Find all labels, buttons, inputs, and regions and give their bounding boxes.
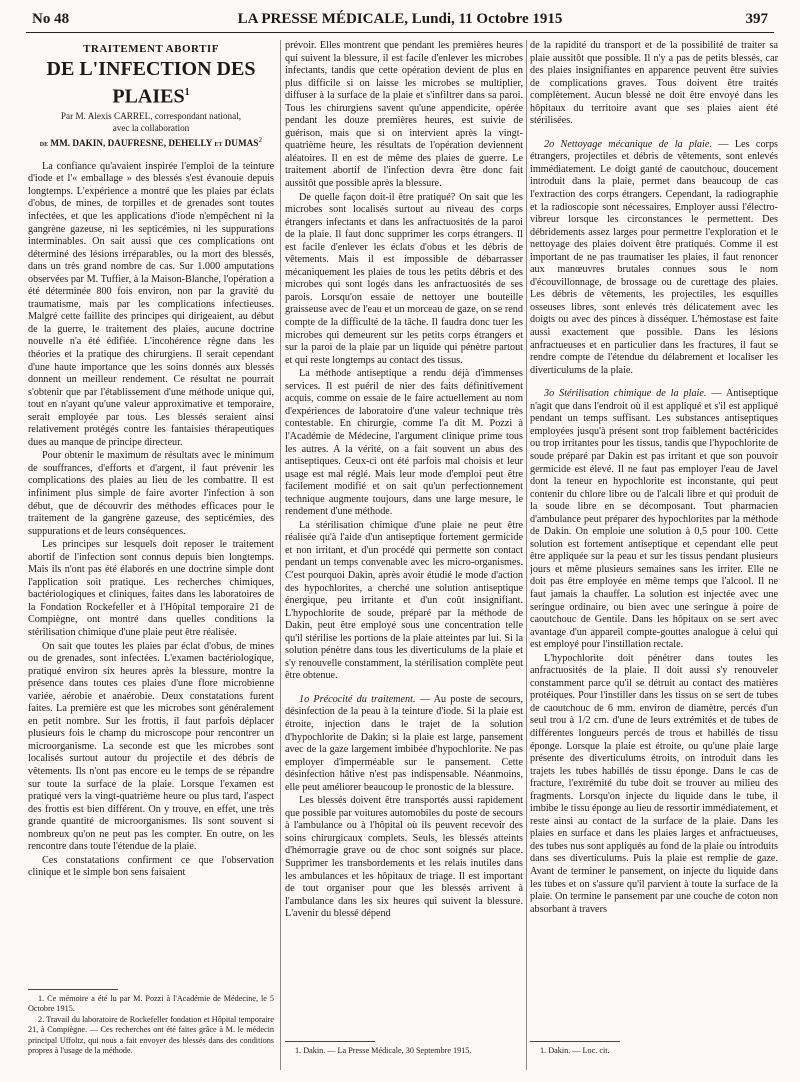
section-text: — Antiseptique n'agit que dans l'endroit où il est appliqué et s'il est appliqué pendant un temps suffisant. Les substances antiseptiques employées jusqu'à présent sont trop faiblement bactéricides ou trop irritantes pour les tissus, tandis que l'hypochlorite de soude préparé par Dakin est pas irritant et que son pouvoir germicide est élevé. Il ne faut pas employer l'eau de Javel dont la teneur en hypochlorite est inconstante, qui peut contenir du chlore libre ou de l'alcali libre et qui produit de la soude libre en se décomposant. Tout pharmacien d'ambulance peut préparer des hypochlorites par la méthode de Dakin. On emploie une solution à 0,5 pour 100. Cette solution est fortement antiseptique et cependant elle peut être appliquée sur la peau et sur les tissus pendant plusieurs jours et même plusieurs semaines sans les irriter. Elle ne doit pas être employée en même temps que l'alcool. Il ne faut jamais la chauffer. La solution est injectée avec une seringue ordinaire, ou bien avec une seringue à poire de caoutchouc de Gentile. Dans les hôpitaux on se sert avec avantage d'un appareil compte-gouttes analogue à celui qui est employé pour l'instillation rectale. — [530, 388, 778, 651]
footnote: 1. Ce mémoire a été lu par M. Pozzi à l'Académie de Médecine, le 5 Octobre 1915. — [28, 993, 274, 1013]
footnote-rule — [530, 1041, 620, 1042]
column-rule-2 — [526, 40, 527, 1070]
section-heading: 3o Stérilisation chimique de la plaie. — [544, 388, 707, 400]
footnote-rule — [28, 989, 118, 990]
paragraph-section-1 — [285, 694, 523, 794]
paragraph: prévoir. Elles montrent que pendant les premières heures qui suivent la blessure, il est facile d'enlever les microbes infectants, tandis que cette opération devient de plus en plus difficile si on laisse les microbes se multiplier, diffuser à la surface de la plaie et s'infiltrer dans sa paroi. Tous les chirurgiens savent qu'une appendicite, opérée pendant les douze premières heures, est suivie de guérison, mais que si on intervient après la vingt-quatrième heure, les résultats de l'opération deviennent aléatoires. Il en est de même des plaies de guerre. Le traitement abortif de l'infection devra être donc fait aussitôt que possible après la blessure. — [285, 40, 523, 190]
footnote: 1. Dakin. — Loc. cit. — [540, 1045, 610, 1055]
article-kicker: TRAITEMENT ABORTIF — [83, 43, 219, 55]
section-text: — Au poste de secours, désinfection de la peau à la teinture d'iode. Si la plaie est étroite, injection dans le trajet de la solution d'hypochlorite de Dakin; si la plaie est large, pansement avec de la gaze largement imbibée d'hypochlorite. Ne pas employer d'imperméable sur le pansement. Cette désinfection hâtive n'est pas indispensable. Néanmoins, elle peut améliorer beaucoup le pronostic de la blessure. — [285, 693, 523, 793]
footnotes-column-1 — [28, 983, 274, 1056]
paragraph: Les blessés doivent être transportés aussi rapidement que possible par voitures automobiles du poste de secours à l'ambulance ou à l'hôpital où ils peuvent recevoir des soins chirurgicaux complets. Seuls, les blessés atteints d'hémorragie grave ou de choc sont soignés sur place. Supprimer les transbordements et les relais inutiles dans les ambulances et les hôpitaux de triage. Il est important de tout organiser pour que les blessés arrivent à l'ambulance dans les six heures qui suivent la blessure. L'avenir du blessé dépend — [285, 795, 523, 920]
column-3 — [530, 40, 778, 1072]
issue-number: No 48 — [32, 11, 70, 27]
paragraph: Pour obtenir le maximum de résultats avec le minimum de souffrances, d'efforts et d'argent, il faut prévenir les complications des plaies au lieu de les combattre. Il est infiniment plus simple de faire avorter l'infection à son début, que de découvrir des méthodes efficaces pour le traitement de la gangrène gazeuse, des septicémies, des suppurations et de leurs conséquences. — [28, 450, 274, 537]
paragraph: de la rapidité du transport et de la possibilité de traiter sa plaie aussitôt que possible. Il n'y a pas de petits blessés, car des plaies insignifiantes en apparence peuvent être suivies de complications graves. Tous doivent être traités complètement. Aucun blessé ne doit être envoyé dans les hôpitaux du territoire avant que ses plaies aient été stérilisées. — [530, 40, 778, 127]
section-heading: 1o Précocité du traitement. — [299, 693, 416, 705]
running-header — [26, 8, 774, 33]
paragraph: La méthode antiseptique a rendu déjà d'immenses services. Il est puéril de nier des faits définitivement acquis, comme on essaie de le faire actuellement au nom d'expériences de laboratoire d'une valeur technique très contestable. En chirurgie, comme l'a dit M. Pozzi à l'Académie de Médecine, l'argument clinique prime tous les autres. A la vérité, on a fait souvent un abus des antiseptiques. Ceux-ci ont été parfois mal choisis et leur usage est mal réglé. Mais leur mode d'emploi peut être facilement modifié et on sait qu'un perfectionnement technique augmente toujours, dans une large mesure, le rendement d'une méthode. — [285, 368, 523, 518]
section-text: — Les corps étrangers, projectiles et débris de vêtements, sont enlevés immédiatement. Le doigt ganté de caoutchouc, doucement introduit dans la plaie, permet dans beaucoup de cas l'extraction des corps étrangers. Cependant, la radiographie et la radioscopie sont nécessaires. Employer aussi l'électro-vibreur lorsque les circonstances le permettent. Des débridements assez larges pour permettre l'exploration et le nettoyage des plaies doivent être pratiqués. Comme il est important de ne pas traumatiser les plaies, il faut renoncer aux manœuvres brutales connues sous le nom d'écouvillonnage, de brossage ou de curettage des plaies. Les débris de vêtements, les projectiles, les esquilles osseuses libres, sont enlevés très délicatement avec les doigts ou avec des pinces à disséquer. L'hémostase est faite aussi exactement que possible. Dans les lésions anfractueuses et en particulier dans les fractures, il faut se rendre compte de l'étendue du délabrement et localiser les diverticulums de la plaie. — [530, 138, 778, 376]
footnotes-column-2 — [285, 1035, 523, 1056]
byline-collab: avec la collaboration — [112, 122, 190, 133]
byline-author: Par M. Alexis CARREL, correspondant national, — [60, 111, 242, 122]
journal-title: LA PRESSE MÉDICALE, Lundi, 11 Octobre 1915 — [237, 11, 563, 27]
footnotes-column-3 — [530, 1035, 778, 1056]
byline-coauthors — [28, 134, 274, 150]
footnote-rule — [285, 1041, 375, 1042]
footnote: 1. Dakin. — La Presse Médicale, 30 Septembre 1915. — [295, 1045, 472, 1055]
article-title-text: DE L'INFECTION DES PLAIES — [46, 57, 256, 108]
paragraph: La confiance qu'avaient inspirée l'emploi de la teinture d'iode et l'« emballage » des blessés s'est évanouie depuis longtemps. L'expérience a montré que les plaies par éclats d'obus, de mines, de torpilles et de grenades sont toutes infectées, et que les applications d'iode n'empêchent ni la gangrène gazeuse, ni les septicémies, ni les suppurations interminables. On sait aussi que ces complications ont déterminé des lésions irréparables, ou la mort des blessés, dans un très grand nombre de cas. Sur 1.000 amputations observées par M. Tuffier, à la Maison-Blanche, l'opération a été déterminée 800 fois environ, non par la gravité du traumatisme, mais par les complications infectieuses. Malgré cette faillite des principes qui dirigeaient, au début de la guerre, le traitement des plaies, aucune doctrine nouvelle n'a été édifiée. L'incohérence règne dans les théories et la pratique des chirurgiens. Il serait cependant d'une haute importance que les soins donnés aux blessés donnent un meilleur rendement. Ce résultat ne pourrait s'obtenir que par l'établissement d'une méthode unique qui, tout en n'ayant qu'une valeur approximative et temporaire, serait employée par tous. Les blessés seraient ainsi relativement protégés contre les fantaisies thérapeutiques dues au manque de principe directeur. — [28, 160, 274, 448]
byline-coauthors-names: de MM. DAKIN, DAUFRESNE, DEHELLY et DUMAS — [39, 138, 259, 149]
paragraph: Les principes sur lesquels doit reposer le traitement abortif de l'infection sont connus depuis bien longtemps. Mais ils n'ont pas été élaborés en une doctrine simple dont l'application soit pratique. Les recherches chimiques, bactériologiques et cliniques, faites dans les laboratoires de la Fondation Rockefeller et à l'Hôpital temporaire 21 de Compiègne, ont montré dans quelles conditions la stérilisation chimique d'une plaie peut être réalisée. — [28, 539, 274, 638]
paragraph-section-2 — [530, 139, 778, 377]
paragraph: Ces constatations confirment ce que l'observation clinique et le simple bon sens faisaient — [28, 854, 274, 879]
paragraph: La stérilisation chimique d'une plaie ne peut être réalisée qu'à l'aide d'un antiseptique fortement germicide et non irritant, et d'un procédé qui permette son contact pendant un temps convenable avec les micro-organismes. C'est pourquoi Dakin, après avoir étudié le mode d'action des hypochlorites, a cherché une solution antiseptique énergique, peu irritante et d'un coût insignifiant. L'hypochlorite de soude, préparé par la méthode de Dakin, peut être employé sous une concentration telle qu'il stérilise les portions de la plaie atteintes par lui. Si la solution pénètre dans tous les diverticulums de la plaie et s'y renouvelle constamment, la stérilisation complète peut être obtenue. — [285, 519, 523, 682]
title-footnote-mark: 1 — [184, 86, 190, 98]
page-number: 397 — [745, 11, 768, 27]
byline-footnote-mark: 2 — [258, 135, 263, 145]
column-1 — [28, 40, 274, 1072]
paragraph-section-3 — [530, 388, 778, 651]
column-rule-1 — [280, 40, 281, 1070]
byline — [28, 111, 274, 150]
column-2 — [285, 40, 523, 1072]
paragraph: L'hypochlorite doit pénétrer dans toutes les anfractuosités de la plaie. Il doit aussi s'y renouveler constamment parce qu'il se détruit au contact des matières protéiques. Pour l'instiller dans les tissus on se sert de tubes de caoutchouc de 6 mm. environ de diamètre, percés d'un seul trou à 1/2 cm. d'une de leurs extrémités et de tubes de différentes longueurs percés de trous et habillés de tissu éponge. Lorsque la plaie est étroite, ou qu'une plaie large présente des diverticulums étroits, on introduit dans les trajets les tubes habillés de tissu éponge. Dans le cas de fracture, l'extrémité du tube doit se trouver au milieu des fragments. Lorsqu'on injecte du liquide dans le tube, il imbibe le tissu éponge au lieu de ressortir immédiatement, et reste ainsi au contact de la surface de la plaie. Dans les plaies en surface et dans les plaies larges et anfractueuses, des tubes nus sont appliqués au fond de la plaie ou introduits dans ses diverticulums. Puis la plaie est remplie de gaze. Avant de terminer le pansement, on injecte du liquide dans les tubes et on s'assure qu'il parvient à toute la surface de la plaie. On termine le pansement par une couche de coton non absorbant à travers — [530, 652, 778, 915]
section-heading: 2o Nettoyage mécanique de la plaie. — [544, 138, 712, 150]
footnote: 2. Travail du laboratoire de Rockefeller fondation et Hôpital temporaire 21, à Compiègne. — Ces recherches ont été faites grâce à M. le médecin principal Uffoltz, qui nous a fait envoyer des blessés dans des conditions propres à l'usage de la méthode. — [28, 1015, 274, 1055]
article-title — [28, 58, 274, 109]
paragraph: On sait que toutes les plaies par éclat d'obus, de mines ou de grenades, sont infectées. L'examen bactériologique, pratiqué environ six heures après la blessure, montre la présence dans toutes ces plaies d'une flore microbienne variée, aérobie et anaérobie. Deux constatations furent faites. La première est que les microbes sont généralement en petit nombre. Sur les frottis, il faut parfois déplacer plusieurs fois le champ du microscope pour rencontrer un microorganisme. La seconde est que les microbes sont localisés surtout autour du projectile et des débris de vêtements. Ils n'ont pas encore eu le temps de se répandre sur toute la surface de la plaie. Lorsque l'examen est pratiqué vers la vingt-quatrième heure ou plus tard, l'aspect des frottis est bien différent. On y trouve, en effet, une très grande quantité de microorganismes. Ils sont souvent si nombreux qu'on ne peut pas les compter. En outre, on les rencontre dans toute l'étendue de la plaie. — [28, 640, 274, 853]
paragraph: De quelle façon doit-il être pratiqué? On sait que les microbes sont localisés surtout au niveau des corps étrangers infectants et dans les anfractuosités de la paroi de la plaie. Il faut donc supprimer les corps étrangers. Il est facile d'enlever les éclats d'obus et les débris de vêtements. Mais il est impossible de débarrasser mécaniquement les plaies de tous les petits débris et des microbes qui sont logés dans les anfractuosités de ses parois. Lorsqu'on essaie de nettoyer une bouteille graisseuse avec de l'eau et un morceau de gaze, on se rend compte de la difficulté de la tâche. Il faudra donc tuer les microbes qui demeurent sur les petits corps étrangers et sur la paroi de la plaie par un liquide qui pénètre partout et qui reste longtemps au contact des tissus. — [285, 191, 523, 366]
